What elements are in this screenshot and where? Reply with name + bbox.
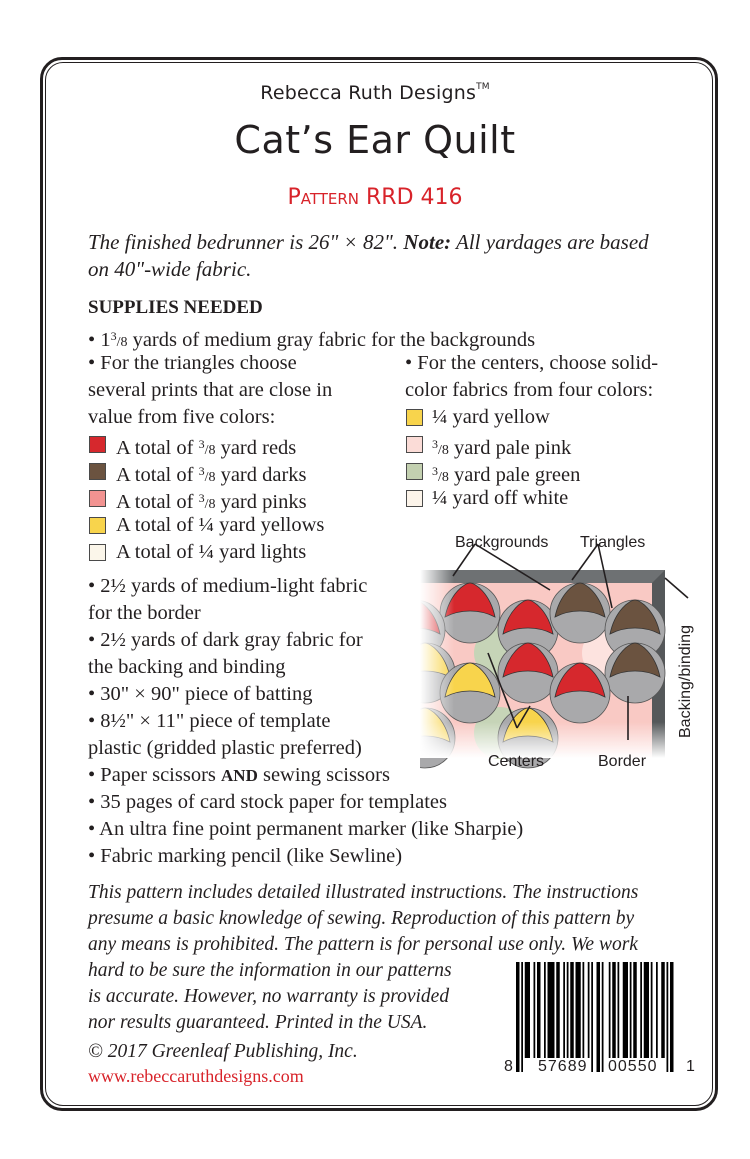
supply-border-1: • 2½ yards of medium-light fabric [88,575,368,597]
label: yard yellow [452,406,550,428]
legal-line-2: presume a basic knowledge of sewing. Reproduction of this pattern by [88,908,635,929]
fade-bottom [420,558,705,758]
barcode-bar [609,962,611,1058]
label-border: Border [598,753,647,770]
barcode-bar [525,962,530,1058]
supply-marker: • An ultra fine point permanent marker (like Sharpie) [88,818,524,840]
barcode-bar [567,962,569,1058]
barcode-bar [633,962,637,1058]
barcode-bar [570,962,574,1058]
swatch-triangle-3 [89,517,106,534]
supply-backing-1: • 2½ yards of dark gray fabric for [88,629,363,651]
barcode-digit-first: 8 [504,1058,513,1075]
triangle-color-item [116,512,324,538]
label: yard pale green [454,464,581,486]
triangles-intro-3: value from five colors: [88,406,276,428]
intro-size: The finished bedrunner is 26" × 82". [88,230,399,254]
supply-template-2: plastic (gridded plastic preferred) [88,737,362,759]
centers-intro-2: color fabrics from four colors: [405,379,654,401]
swatch-center-2 [406,463,423,480]
legal-line-5: is accurate. However, no warranty is provided [88,986,450,1007]
swatch-center-0 [406,409,423,426]
pattern-number: Pattern RRD 416 [287,185,463,210]
barcode-bar [618,962,620,1058]
barcode-bar [640,962,642,1058]
intro-note-cont: on 40"-wide fabric. [88,257,252,281]
page-title: Cat’s Ear Quilt [234,118,516,162]
legal-line-4: hard to be sure the information in our patterns [88,960,452,981]
barcode-bar [544,962,546,1058]
barcode-bar [588,962,590,1058]
supply-border-2: for the border [88,602,201,624]
triangle-color-item [116,539,306,565]
copyright: © 2017 Greenleaf Publishing, Inc. [88,1041,358,1062]
label-backing-binding: Backing/binding [677,625,694,738]
triangles-intro-1: • For the triangles choose [88,352,297,374]
barcode-bar [563,962,565,1058]
amount-den: /8 [116,335,128,350]
supply-text: yards of medium gray fabric for the backgrounds [132,329,536,351]
barcode-bar [597,962,601,1072]
amount: ¼ [432,406,448,428]
label: yard off white [452,487,569,509]
bullet: • [88,329,96,351]
label-post: yard yellows [219,514,325,536]
label-post: yard pinks [220,491,307,513]
amount: $^3$/8 [432,464,449,485]
legal-line-1: This pattern includes detailed illustrated instructions. The instructions [88,882,639,903]
swatch-triangle-0 [89,436,106,453]
centers-intro-1: • For the centers, choose solid- [405,352,659,374]
barcode-digits-left: 57689 [538,1058,588,1075]
amount: ¼ [198,541,214,563]
barcode-bar [583,962,585,1058]
label-pre: A total of [116,464,194,486]
barcode-bar [661,962,665,1058]
center-color-item [432,485,568,511]
barcode-bar [534,962,536,1058]
supply-batting: • 30" × 90" piece of batting [88,683,313,705]
website-link[interactable]: www.rebeccaruthdesigns.com [88,1066,304,1086]
note-label: Note: [403,230,452,254]
label-backgrounds: Backgrounds [455,534,549,551]
barcode-bars [504,962,694,1074]
legal-line-3: any means is prohibited. The pattern is for personal use only. We work [88,934,638,955]
upc-barcode [504,962,694,1092]
amount: $^3$/8 [432,437,449,458]
amount: ¼ [432,487,448,509]
supplies-heading: SUPPLIES NEEDED [88,297,263,318]
quilt-diagram [420,528,705,778]
legal-line-6: nor results guaranteed. Printed in the USA. [88,1012,428,1033]
barcode-bar [521,962,523,1072]
swatch-triangle-1 [89,463,106,480]
barcode-bar [644,962,649,1058]
intro-text [88,229,718,283]
scissors-pre: • Paper scissors [88,764,216,786]
triangles-intro-2: several prints that are close in [88,379,333,401]
barcode-digit-last: 1 [686,1058,695,1075]
label: yard pale pink [454,437,572,459]
amount: $^3$/8 [198,437,216,458]
center-color-item [432,404,550,430]
barcode-bar [656,962,658,1058]
barcode-bar [612,962,616,1058]
label-pre: A total of [116,491,194,513]
label-pre: A total of [116,514,194,536]
barcode-bar [602,962,604,1072]
intro-note: All yardages are based [456,230,649,254]
barcode-bar [516,962,520,1072]
amount: $^3$/8 [198,491,216,512]
barcode-bar [623,962,628,1058]
barcode-bar [548,962,555,1058]
supply-backing-2: the backing and binding [88,656,286,678]
supply-template-1: • 8½" × 11" piece of template [88,710,331,732]
barcode-bar [556,962,560,1058]
barcode-bar [630,962,632,1058]
swatch-triangle-4 [89,544,106,561]
brand-name [0,82,750,104]
barcode-bar [591,962,593,1072]
barcode-bar [537,962,541,1058]
barcode-bar [651,962,653,1058]
swatch-triangle-2 [89,490,106,507]
label-triangles: Triangles [580,534,646,551]
label-post: yard reds [220,437,297,459]
amount-whole: 1 [100,329,111,351]
scissors-and: AND [221,766,258,785]
amount-num: 3 [110,329,117,343]
barcode-bar [667,962,669,1072]
label-pre: A total of [116,437,194,459]
supply-pencil: • Fabric marking pencil (like Sewline) [88,845,403,867]
brand-text: Rebecca Ruth Designs [260,82,477,104]
label-pre: A total of [116,541,194,563]
barcode-bar [670,962,674,1072]
label-centers: Centers [488,753,545,770]
supply-cardstock: • 35 pages of card stock paper for templates [88,791,447,813]
label-post: yard darks [220,464,307,486]
amount: ¼ [198,514,214,536]
trademark-mark: TM [476,82,490,92]
barcode-bar [576,962,581,1058]
swatch-center-1 [406,436,423,453]
barcode-digits-right: 00550 [608,1058,658,1075]
swatch-center-3 [406,490,423,507]
amount: $^3$/8 [198,464,216,485]
scissors-post: sewing scissors [262,764,390,786]
label-post: yard lights [219,541,307,563]
supply-scissors [88,762,390,789]
